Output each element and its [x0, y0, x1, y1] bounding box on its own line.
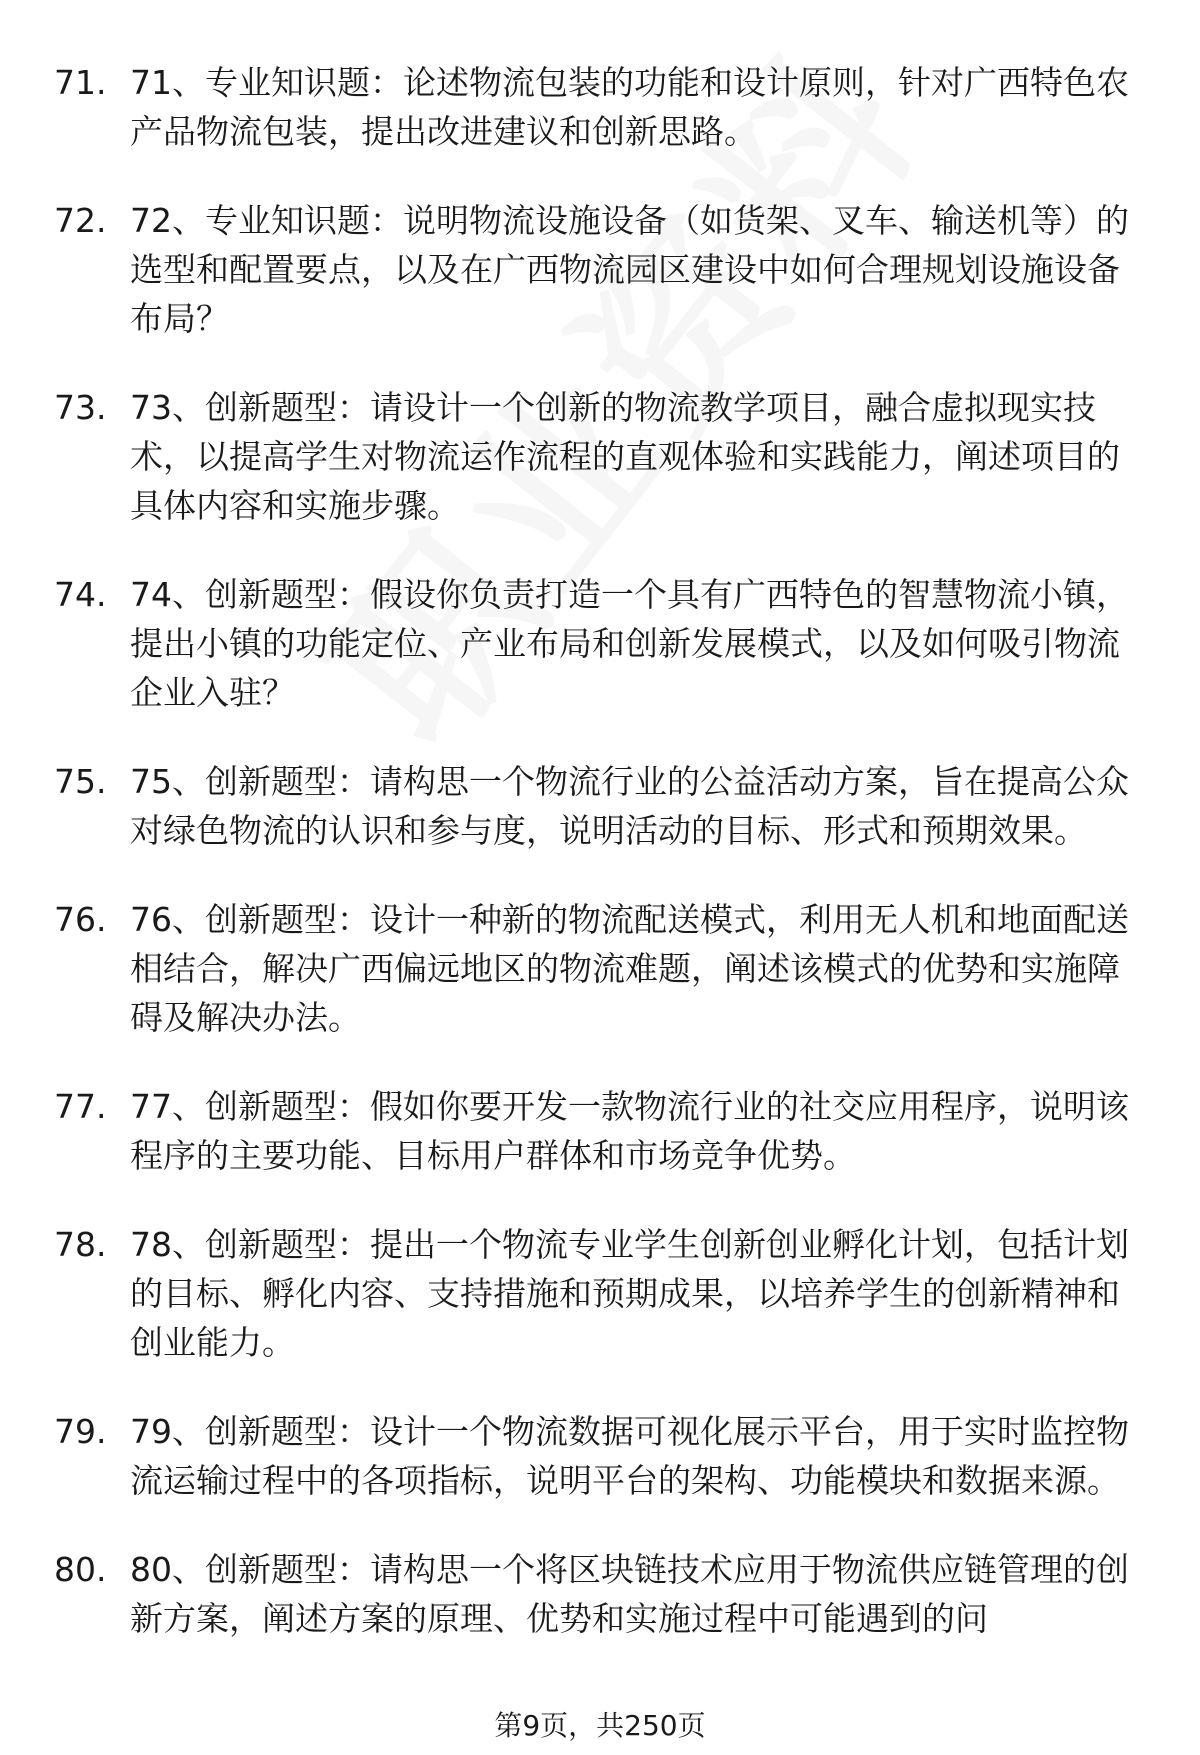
question-item	[0, 757, 1200, 855]
question-item	[0, 58, 1200, 156]
question-number: 80.	[54, 1550, 107, 1589]
question-text: 78、创新题型：提出一个物流专业学生创新创业孵化计划，包括计划的目标、孵化内容、支持措施和预期成果，以培养学生的创新精神和创业能力。	[130, 1225, 1129, 1362]
question-list	[0, 58, 1200, 1683]
question-item	[0, 196, 1200, 343]
question-number: 73.	[54, 388, 107, 427]
question-text: 74、创新题型：假设你负责打造一个具有广西特色的智慧物流小镇，提出小镇的功能定位、产业布局和创新发展模式，以及如何吸引物流企业入驻？	[130, 575, 1129, 712]
question-number: 77.	[54, 1087, 107, 1126]
question-item	[0, 895, 1200, 1042]
question-number: 79.	[54, 1412, 107, 1451]
question-item	[0, 383, 1200, 530]
question-text: 72、专业知识题：说明物流设施设备（如货架、叉车、输送机等）的选型和配置要点，以及在广西物流园区建设中如何合理规划设施设备布局？	[130, 201, 1129, 338]
page-footer: 第9页，共250页	[494, 1709, 706, 1742]
question-number: 76.	[54, 900, 107, 939]
question-text: 80、创新题型：请构思一个将区块链技术应用于物流供应链管理的创新方案，阐述方案的原理、优势和实施过程中可能遇到的问	[130, 1550, 1129, 1638]
question-number: 75.	[54, 762, 107, 801]
question-item	[0, 1220, 1200, 1367]
question-text: 71、专业知识题：论述物流包装的功能和设计原则，针对广西特色农产品物流包装，提出改进建议和创新思路。	[130, 63, 1129, 151]
question-number: 78.	[54, 1225, 107, 1264]
question-text: 77、创新题型：假如你要开发一款物流行业的社交应用程序，说明该程序的主要功能、目标用户群体和市场竞争优势。	[130, 1087, 1129, 1175]
question-number: 71.	[54, 63, 107, 102]
question-text: 73、创新题型：请设计一个创新的物流教学项目，融合虚拟现实技术，以提高学生对物流运作流程的直观体验和实践能力，阐述项目的具体内容和实施步骤。	[130, 388, 1120, 525]
question-item	[0, 1082, 1200, 1180]
question-item	[0, 1545, 1200, 1643]
question-text: 75、创新题型：请构思一个物流行业的公益活动方案，旨在提高公众对绿色物流的认识和参与度，说明活动的目标、形式和预期效果。	[130, 762, 1129, 850]
question-item	[0, 570, 1200, 717]
question-text: 79、创新题型：设计一个物流数据可视化展示平台，用于实时监控物流运输过程中的各项指标，说明平台的架构、功能模块和数据来源。	[130, 1412, 1129, 1500]
question-text: 76、创新题型：设计一种新的物流配送模式，利用无人机和地面配送相结合，解决广西偏远地区的物流难题，阐述该模式的优势和实施障碍及解决办法。	[130, 900, 1129, 1037]
question-number: 74.	[54, 575, 107, 614]
question-number: 72.	[54, 201, 107, 240]
question-item	[0, 1407, 1200, 1505]
